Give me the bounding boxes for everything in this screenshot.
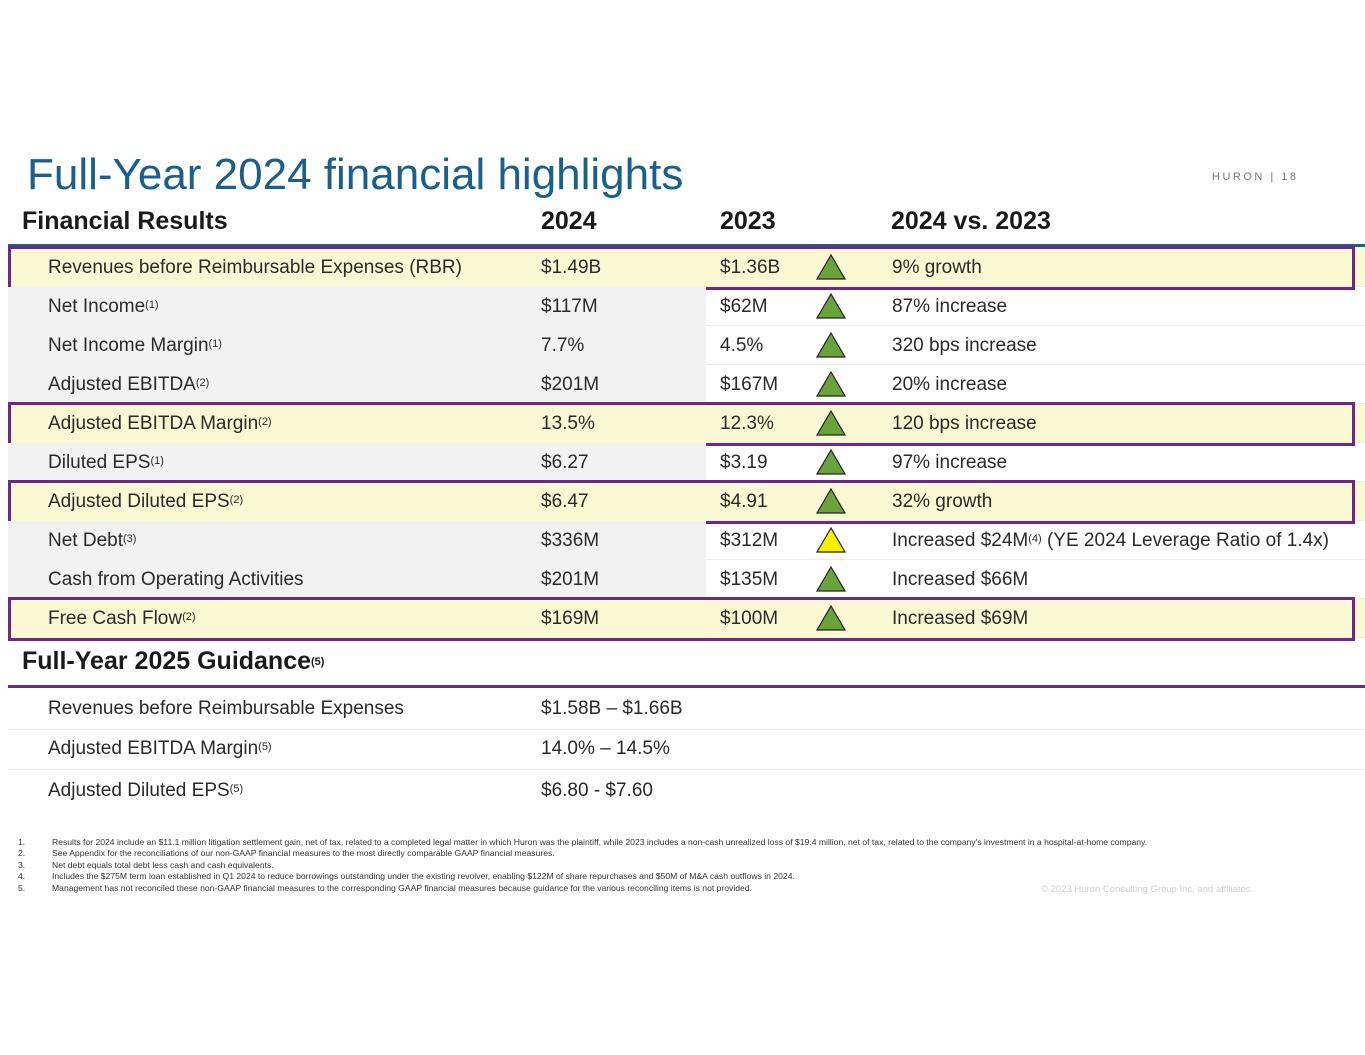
value-2023: $4.91 [720,490,768,512]
comparison-text: 20% increase [892,373,1008,395]
comparison-text: 87% increase [892,295,1008,317]
value-2024: $336M [541,529,600,551]
footnote-number: 4. [18,871,26,882]
metric-label: Free Cash Flow$^{(2)}$ [48,607,196,629]
comparison-text: 120 bps increase [892,412,1037,434]
footnote-number: 1. [18,837,26,847]
guidance-row [8,688,1365,730]
value-2023: $3.19 [720,451,768,473]
value-2024: $6.47 [541,490,589,512]
footnote-text: Results for 2024 include an $11.1 million litigation settlement gain, net of tax, related to a completed legal matter in which Huron was the plaintiff, while 2023 includes a non-cash unrealized loss of $19.4 million, net of tax, related to the company's investment in a hospital-at-home company. [52,837,1148,847]
footnote [18,871,1338,882]
footnote-number: 2. [18,848,26,859]
value-2023: 4.5% [720,334,764,356]
footnote [18,837,1338,848]
metric-label: Net Debt$^{(3)}$ [48,529,137,551]
brand-page-number: HURON | 18 [1212,171,1299,183]
metric-label: Cash from Operating Activities [48,568,304,590]
header-divider [8,244,1365,247]
metric-label: Diluted EPS$^{(1)}$ [48,451,164,473]
green-up-triangle-icon [816,566,846,592]
value-2024: $169M [541,607,600,629]
guidance-value: $1.58B – $1.66B [541,698,683,719]
value-2024: $201M [541,568,600,590]
guidance-value: 14.0% – 14.5% [541,738,670,759]
value-2023: $167M [720,373,779,395]
green-up-triangle-icon [816,449,846,475]
header-comparison: 2024 vs. 2023 [891,207,1051,235]
table-row [8,599,1365,638]
footnote-text: See Appendix for the reconciliations of our non-GAAP financial measures to the most directly comparable GAAP financial measures. [52,848,555,859]
footnote-number: 3. [18,859,26,870]
value-2024: $117M [541,295,598,317]
guidance-row [8,728,1365,770]
footnote [18,860,1338,871]
footnote-text: Net debt equals total debt less cash and cash equivalents. [52,859,274,870]
value-2024: 7.7% [541,334,585,356]
comparison-text: 97% increase [892,451,1008,473]
green-up-triangle-icon [816,332,846,358]
footnote-text: Includes the $275M term loan established in Q1 2024 to reduce borrowings outstanding under the existing revolver, enabling $122M of share repurchases and $50M of M&A cash outflows in 2024. [52,871,795,882]
comparison-text: 9% growth [892,256,982,278]
green-up-triangle-icon [816,605,846,631]
value-2024: $1.49B [541,256,602,278]
header-2024: 2024 [541,207,597,235]
value-2023: $1.36B [720,256,781,278]
green-up-triangle-icon [816,371,846,397]
value-2023: $135M [720,568,779,590]
page-title: Full-Year 2024 financial highlights [27,150,684,199]
green-up-triangle-icon [816,254,846,280]
value-2024: $201M [541,373,600,395]
metric-label: Revenues before Reimbursable Expenses (RBR) [48,256,462,278]
value-2024: $6.27 [541,451,589,473]
metric-label: Adjusted EBITDA$^{(2)}$ [48,373,210,395]
green-up-triangle-icon [816,293,846,319]
table-row [8,287,1365,326]
guidance-value: $6.80 - $7.60 [541,780,653,801]
value-2023: $312M [720,529,779,551]
value-2023: $100M [720,607,779,629]
footnote-number: 5. [18,882,26,893]
green-up-triangle-icon [816,488,846,514]
comparison-text: Increased $69M [892,607,1029,629]
table-row [8,521,1365,560]
guidance-label: Adjusted EBITDA Margin$^{(5)}$ [48,738,272,759]
metric-label: Net Income$^{(1)}$ [48,295,159,317]
guidance-title: Full-Year 2025 Guidance$^{(5)}$ [22,647,325,675]
header-2023: 2023 [720,207,776,235]
table-row [8,326,1365,365]
yellow-up-triangle-icon [816,527,846,553]
comparison-text: 320 bps increase [892,334,1037,356]
footnote [18,848,1338,859]
footnote-text: Management has not reconciled these non-GAAP financial measures to the corresponding GAAP financial measures because guidance for the various reconciling items is not provided. [52,882,752,893]
metric-label: Adjusted Diluted EPS$^{(2)}$ [48,490,244,512]
table-row [8,482,1365,521]
value-2024: 13.5% [541,412,595,434]
copyright: © 2023 Huron Consulting Group Inc. and affiliates. [1041,884,1254,895]
metric-label: Adjusted EBITDA Margin$^{(2)}$ [48,412,272,434]
value-2023: $62M [720,295,768,317]
guidance-label: Adjusted Diluted EPS$^{(5)}$ [48,780,244,801]
guidance-row [8,770,1365,812]
table-row [8,248,1365,287]
guidance-label: Revenues before Reimbursable Expenses [48,698,404,719]
header-metric: Financial Results [22,207,228,235]
value-2023: 12.3% [720,412,774,434]
comparison-text: Increased $66M [892,568,1029,590]
table-row [8,560,1365,599]
comparison-text: Increased $\$24M^{(4)}$ (YE 2024 Leverage Ratio of 1.4x) [892,529,1329,551]
table-row [8,404,1365,443]
table-row [8,443,1365,482]
comparison-text: 32% growth [892,490,993,512]
table-row [8,365,1365,404]
metric-label: Net Income Margin$^{(1)}$ [48,334,222,356]
green-up-triangle-icon [816,410,846,436]
